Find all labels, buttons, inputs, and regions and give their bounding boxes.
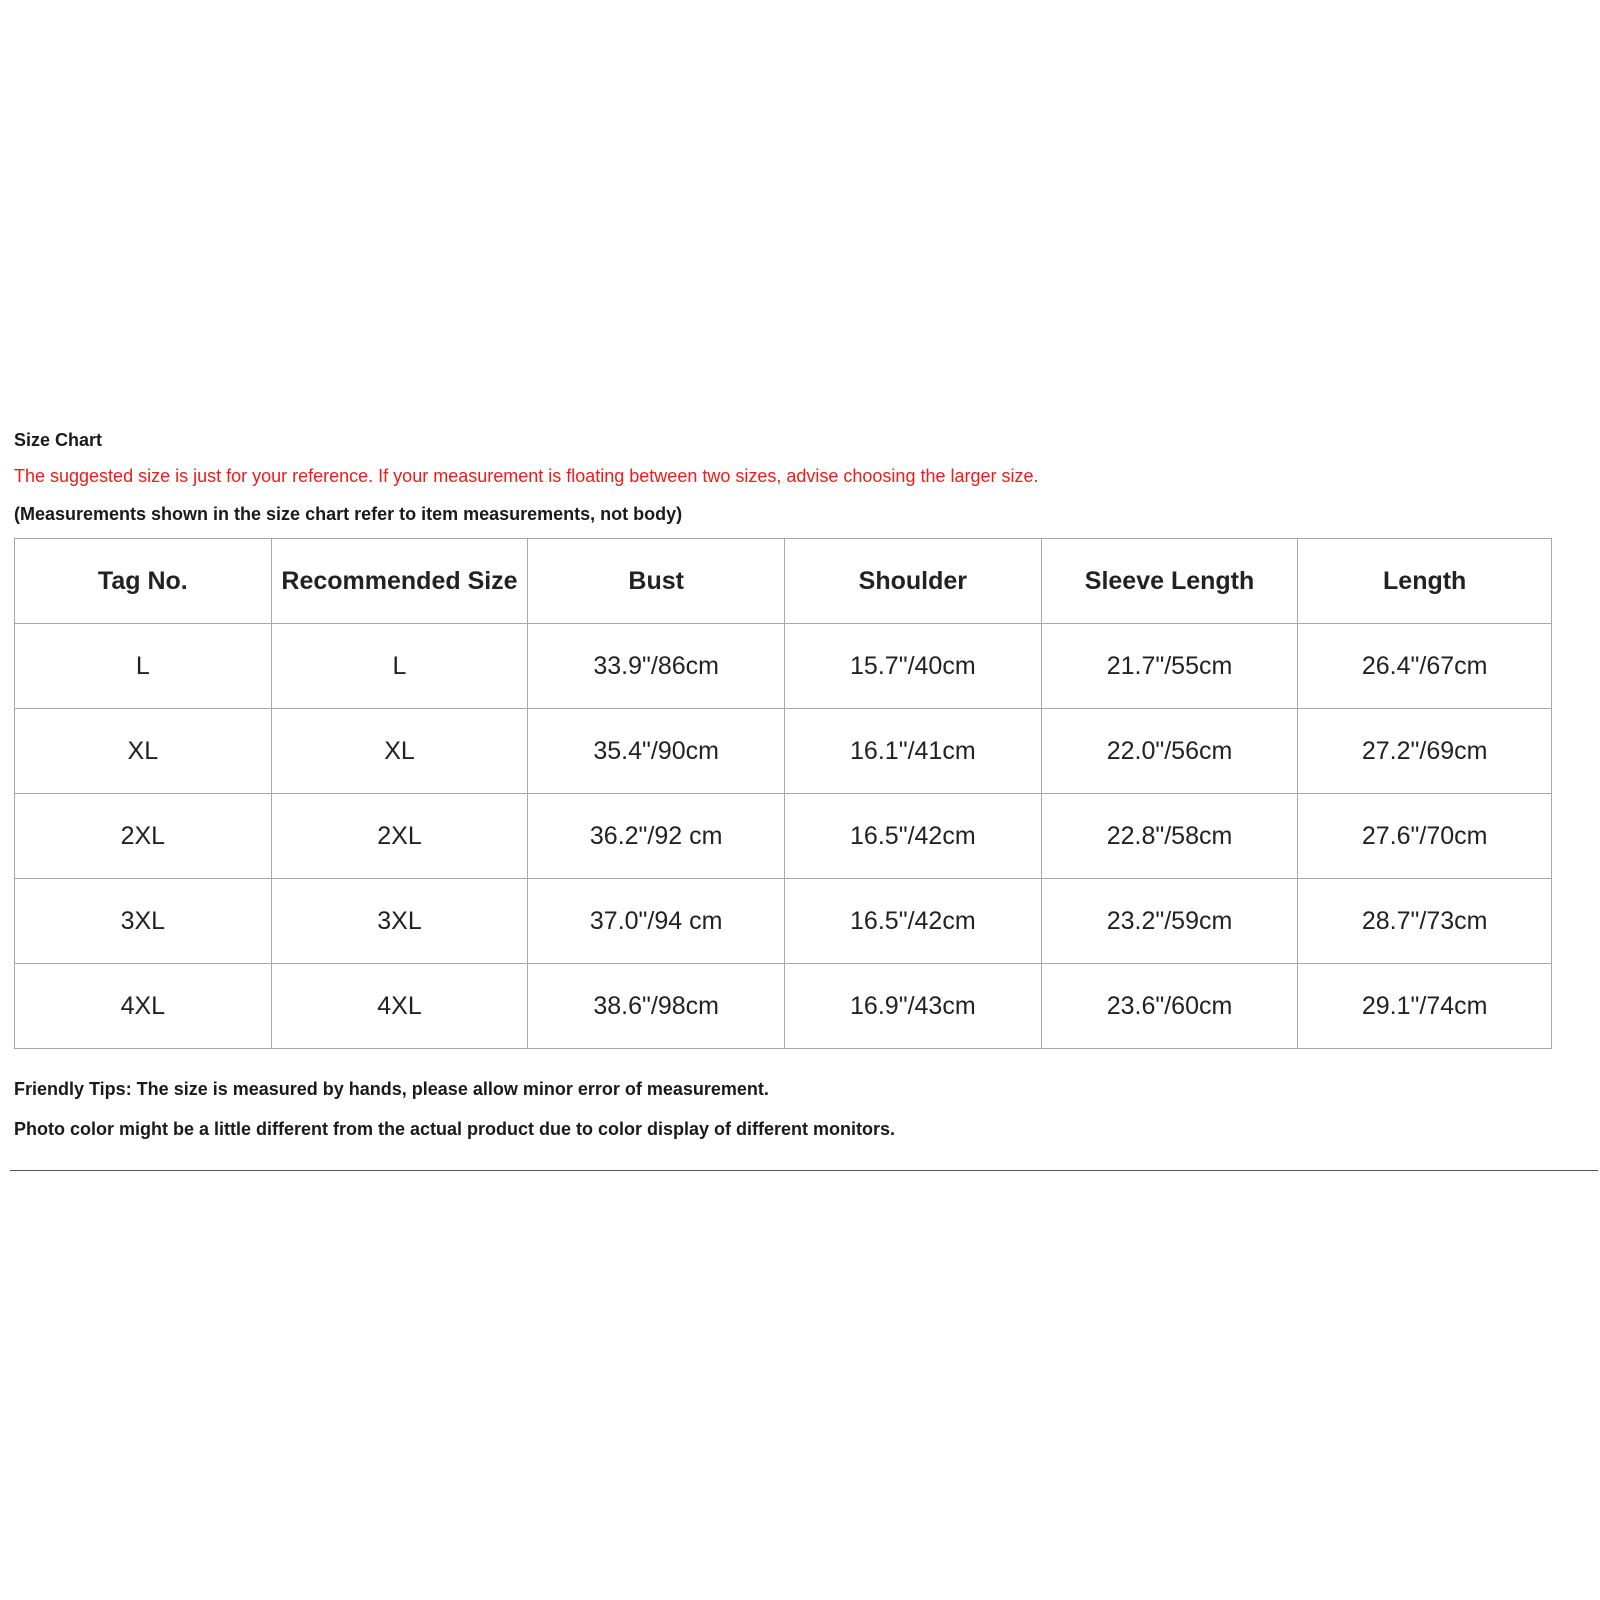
cell-sleeve-length: 22.0"/56cm: [1041, 709, 1298, 794]
size-chart: [14, 426, 1594, 1155]
cell-tag-no: 4XL: [15, 964, 272, 1049]
cell-tag-no: L: [15, 624, 272, 709]
size-table: [14, 538, 1552, 1049]
table-row: [15, 964, 1552, 1049]
cell-shoulder: 16.9"/43cm: [785, 964, 1042, 1049]
cell-tag-no: 2XL: [15, 794, 272, 879]
cell-sleeve-length: 22.8"/58cm: [1041, 794, 1298, 879]
cell-shoulder: 16.1"/41cm: [785, 709, 1042, 794]
cell-sleeve-length: 21.7"/55cm: [1041, 624, 1298, 709]
table-row: [15, 709, 1552, 794]
cell-length: 27.2"/69cm: [1298, 709, 1552, 794]
cell-bust: 37.0"/94 cm: [528, 879, 785, 964]
size-advice-note: The suggested size is just for your reference. If your measurement is floating between two sizes, advise choosing the larger size.: [14, 466, 1039, 486]
cell-recommended-size: XL: [271, 709, 528, 794]
friendly-tips: [14, 1075, 1594, 1155]
size-table-body: [15, 624, 1552, 1049]
cell-sleeve-length: 23.2"/59cm: [1041, 879, 1298, 964]
table-row: [15, 879, 1552, 964]
cell-recommended-size: L: [271, 624, 528, 709]
cell-recommended-size: 2XL: [271, 794, 528, 879]
cell-length: 28.7"/73cm: [1298, 879, 1552, 964]
cell-bust: 33.9"/86cm: [528, 624, 785, 709]
table-row: [15, 794, 1552, 879]
cell-shoulder: 16.5"/42cm: [785, 794, 1042, 879]
cell-sleeve-length: 23.6"/60cm: [1041, 964, 1298, 1049]
header-bust: Bust: [528, 539, 785, 624]
cell-bust: 36.2"/92 cm: [528, 794, 785, 879]
header-row: [15, 539, 1552, 624]
header-recommended-size: Recommended Size: [271, 539, 528, 624]
bottom-divider: [10, 1170, 1598, 1171]
header-tag-no: Tag No.: [15, 539, 272, 624]
measurement-disclaimer: (Measurements shown in the size chart refer to item measurements, not body): [14, 504, 683, 524]
cell-length: 29.1"/74cm: [1298, 964, 1552, 1049]
header-sleeve-length: Sleeve Length: [1041, 539, 1298, 624]
cell-length: 26.4"/67cm: [1298, 624, 1552, 709]
header-shoulder: Shoulder: [785, 539, 1042, 624]
cell-bust: 38.6"/98cm: [528, 964, 785, 1049]
table-row: [15, 624, 1552, 709]
cell-length: 27.6"/70cm: [1298, 794, 1552, 879]
chart-title: Size Chart: [14, 430, 103, 450]
cell-shoulder: 15.7"/40cm: [785, 624, 1042, 709]
cell-recommended-size: 3XL: [271, 879, 528, 964]
cell-recommended-size: 4XL: [271, 964, 528, 1049]
size-table-header: [15, 539, 1552, 624]
tip-measurement-error: Friendly Tips: The size is measured by hands, please allow minor error of measurement.: [14, 1079, 769, 1099]
cell-tag-no: XL: [15, 709, 272, 794]
cell-bust: 35.4"/90cm: [528, 709, 785, 794]
cell-tag-no: 3XL: [15, 879, 272, 964]
header-length: Length: [1298, 539, 1552, 624]
tip-photo-color: Photo color might be a little different from the actual product due to color display of different monitors.: [14, 1119, 896, 1139]
cell-shoulder: 16.5"/42cm: [785, 879, 1042, 964]
